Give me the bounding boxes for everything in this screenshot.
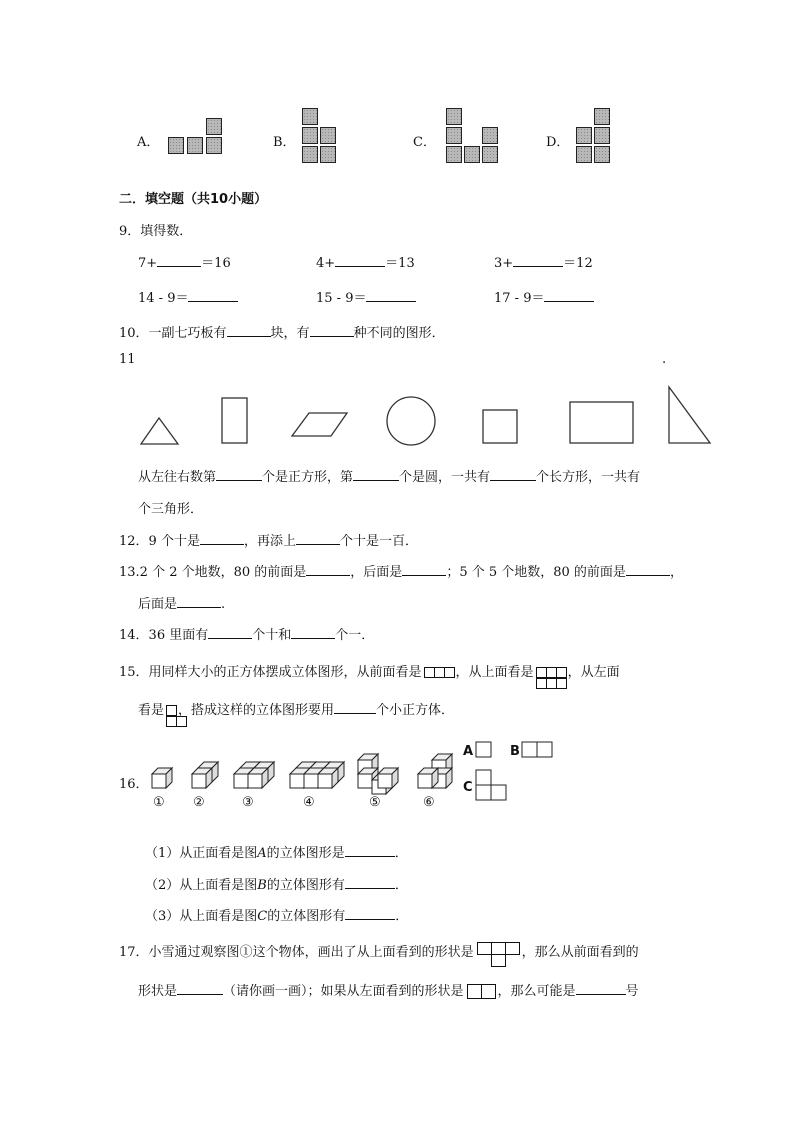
q11-line2: 个三角形． xyxy=(138,502,204,517)
fig-label-4: ④ xyxy=(303,795,315,810)
q11-number: 11 xyxy=(119,352,136,367)
q10-text: 10．一副七巧板有 块，有 种不同的图形． xyxy=(119,326,445,341)
option-b-label: B． xyxy=(273,135,296,150)
view-label-c: C xyxy=(463,780,473,795)
option-c-label: C． xyxy=(413,135,436,150)
q13-line2: 后面是 . xyxy=(138,597,226,612)
q15-line2: 看是 ，搭成这样的立体图形要用 个小正方体． xyxy=(138,699,454,718)
q17-left-view-figure xyxy=(467,984,495,999)
fig-label-6: ⑥ xyxy=(423,795,435,810)
q16-sub2: （2）从上面看是图B的立体图形有 ． xyxy=(145,878,408,893)
fig-label-1: ① xyxy=(153,795,165,810)
q9-eq-3: 3+ ＝12 xyxy=(494,256,593,271)
q9-eq-4: 14 - 9＝ xyxy=(138,287,238,306)
q17-line2: 形状是 （请你画一画）；如果从左面看到的形状是 ，那么可能是 号 xyxy=(138,984,639,999)
q14-text: 14．36 里面有 个十和 个一． xyxy=(119,628,375,643)
q17-line1: 17．小雪通过观察图①这个物体，画出了从上面看到的形状是 ，那么从前面看到的 xyxy=(119,941,639,960)
view-label-a: A xyxy=(463,744,474,759)
section-title: 二．填空题（共10小题） xyxy=(119,192,268,207)
q11-line1: 从左往右数第 个是正方形，第 个是圆，一共有 个长方形，一共有 xyxy=(138,470,641,485)
fig-label-3: ③ xyxy=(242,795,254,810)
q13-line1: 13.2 个 2 个地数，80 的前面是 ，后面是 ；5 个 5 个地数，80 的前面是 ， xyxy=(119,565,683,580)
q15-line1: 15．用同样大小的正方体摆成立体图形，从前面看是 ，从上面看是 ，从左面 xyxy=(119,661,620,680)
option-a-label: A． xyxy=(137,135,160,150)
fig-label-2: ② xyxy=(193,795,205,810)
q12-text: 12．9 个十是 ，再添上 个十是一百． xyxy=(119,534,418,549)
q16-sub3: （3）从上面看是图C的立体图形有 ． xyxy=(145,909,409,924)
q9-eq-6: 17 - 9＝ xyxy=(494,287,594,306)
q9-eq-1: 7+ ＝16 xyxy=(138,256,231,271)
q17-top-view-figure xyxy=(477,941,519,956)
q9-title: 9．填得数． xyxy=(119,224,193,239)
fig-label-5: ⑤ xyxy=(369,795,381,810)
q16-number: 16． xyxy=(119,777,149,792)
q9-eq-5: 15 - 9＝ xyxy=(316,287,416,306)
q11-dot: . xyxy=(662,352,667,367)
q16-sub1: （1）从正面看是图A的立体图形是 ． xyxy=(145,846,408,861)
q9-eq-2: 4+ ＝13 xyxy=(316,256,415,271)
option-d-label: D． xyxy=(546,135,570,150)
view-label-b: B xyxy=(510,744,520,759)
